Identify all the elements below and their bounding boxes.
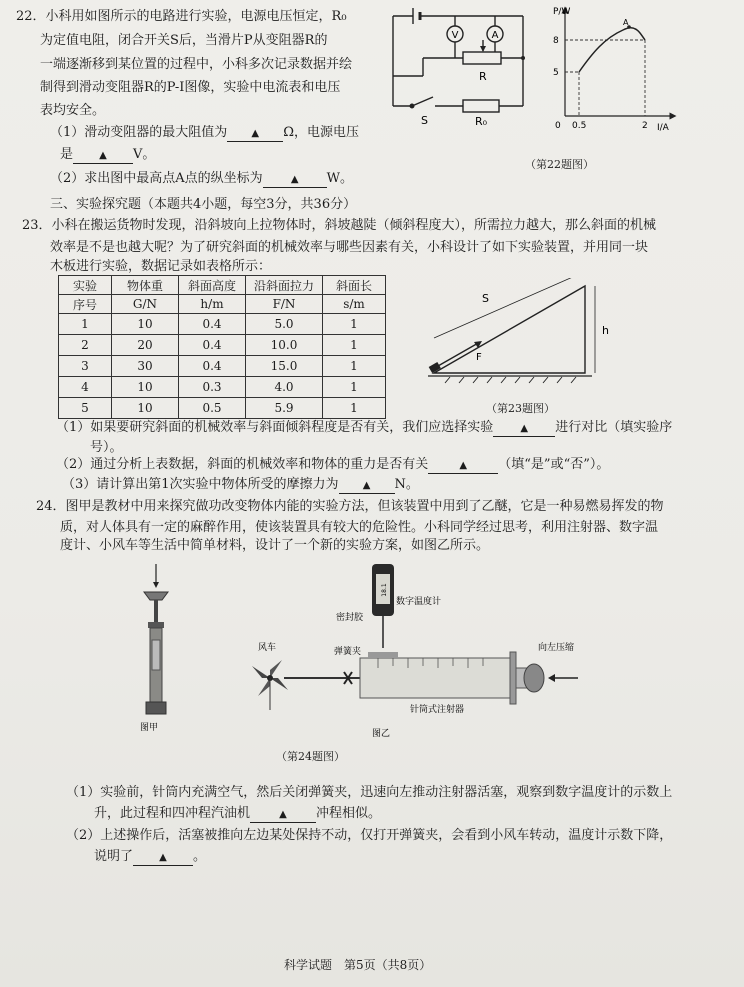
clip-label: 弹簧夹	[334, 647, 362, 657]
table-cell: 0.3	[179, 377, 246, 398]
table-cell: 1	[59, 314, 112, 335]
q23-sub1-text-b: 进行对比（填实验序	[555, 420, 673, 435]
graph-ytick-5: 5	[553, 68, 559, 78]
q23-sub2-text-a: （2）通过分析上表数据，斜面的机械效率和物体的重力是否有关	[56, 457, 429, 472]
q24-caption: （第24题图）	[276, 750, 345, 763]
table-cell: 5.0	[246, 314, 323, 335]
syringe-barrel	[360, 658, 510, 698]
table-cell: 1	[323, 356, 386, 377]
q22-line-3: 一端逐渐移到某位置的过程中，小科多次记录数据并绘	[40, 57, 353, 72]
q22-blank-1[interactable]: ▲	[227, 127, 283, 142]
q22-sub1-text-b: Ω，电源电压	[283, 125, 360, 140]
table-cell: 1	[323, 398, 386, 419]
th-height-unit: h/m	[179, 295, 246, 314]
compress-arrow-icon	[548, 674, 555, 682]
q23-data-table	[58, 275, 386, 419]
q23-sub1	[56, 419, 672, 437]
seal-label: 密封胶	[336, 613, 364, 623]
resistor-r-label: R	[479, 70, 487, 83]
th-weight: 物体重	[112, 276, 179, 295]
table-cell: 30	[112, 356, 179, 377]
graph-point-a-label: A	[623, 18, 629, 27]
table-row	[59, 398, 386, 419]
q23-incline-figure	[420, 278, 620, 394]
table-cell: 15.0	[246, 356, 323, 377]
table-row	[59, 314, 386, 335]
q24-blank-1[interactable]: ▲	[250, 808, 316, 823]
q22-sub1-cont	[60, 146, 155, 164]
table-row	[59, 377, 386, 398]
fig-yi-syringe-setup	[248, 560, 588, 740]
q24-sub1-line-1: （1）实验前，针筒内充满空气，然后关闭弹簧夹，迅速向左推动注射器活塞，观察到数字温度计的示数上	[66, 785, 673, 800]
th-trial: 实验	[59, 276, 112, 295]
q23-sub2	[56, 456, 609, 474]
table-cell: 10	[112, 377, 179, 398]
q23-sub1-cont: 号）。	[90, 440, 123, 455]
table-cell: 10	[112, 398, 179, 419]
q23-sub3-text-b: N。	[394, 477, 419, 492]
fig-jia-label: 图甲	[140, 723, 159, 732]
table-cell: 0.4	[179, 356, 246, 377]
q22-blank-2[interactable]: ▲	[73, 149, 133, 164]
fig-jia-pump	[130, 560, 190, 732]
q22-sub1-text-d: V。	[133, 147, 156, 162]
q23-blank-3[interactable]: ▲	[339, 479, 395, 494]
block-object	[429, 362, 441, 373]
q24-sub1-text-c: 冲程相似。	[316, 806, 382, 821]
table-cell: 0.4	[179, 314, 246, 335]
table-cell: 10.0	[246, 335, 323, 356]
pull-force-arrow	[438, 342, 480, 366]
table-cell: 1	[323, 335, 386, 356]
section-3-title: 三、实验探究题（本题共4小题，每空3分，共36分）	[50, 197, 357, 212]
q23-sub3-text-a: （3）请计算出第1次实验中物体所受的摩擦力为	[62, 477, 339, 492]
q23-line-2: 效率是不是也越大呢？为了研究斜面的机械效率与哪些因素有关，小科设计了如下实验装置，并用同一块	[50, 240, 649, 255]
pi-curve	[579, 28, 645, 72]
voltmeter-label: V	[451, 30, 459, 41]
q22-circuit-diagram	[383, 6, 538, 126]
q23-blank-2[interactable]: ▲	[428, 459, 498, 474]
q24-sub2-text-b: 说明了	[94, 849, 134, 864]
th-force-unit: F/N	[246, 295, 323, 314]
th-height: 斜面高度	[179, 276, 246, 295]
q23-caption: （第23题图）	[486, 402, 555, 415]
compress-label: 向左压缩	[538, 643, 575, 653]
q22-caption: （第22题图）	[525, 158, 594, 171]
table-header-row-1	[59, 276, 386, 295]
table-cell: 5.9	[246, 398, 323, 419]
q23-line-1: 23．小科在搬运货物时发现，沿斜坡向上拉物体时，斜坡越陡（倾斜程度大），所需拉力越大，那么斜面的机械	[22, 218, 657, 233]
table-cell: 1	[323, 377, 386, 398]
table-cell: 20	[112, 335, 179, 356]
syringe-label: 针筒式注射器	[410, 705, 465, 715]
thermo-label: 数字温度计	[396, 597, 442, 607]
q24-sub2-text-c: 。	[193, 849, 207, 864]
q22-sub1	[50, 124, 359, 142]
table-row	[59, 335, 386, 356]
q22-blank-3[interactable]: ▲	[263, 173, 327, 188]
q22-line-2: 为定值电阻，闭合开关S后，当滑片P从变阻器R的	[40, 33, 328, 48]
table-cell: 2	[59, 335, 112, 356]
graph-origin: 0	[555, 121, 561, 131]
incline-triangle	[434, 286, 585, 373]
q23-sub1-text-a: （1）如果要研究斜面的机械效率与斜面倾斜程度是否有关，我们应选择实验	[56, 420, 494, 435]
table-row	[59, 356, 386, 377]
table-cell: 4.0	[246, 377, 323, 398]
graph-ylabel: P/W	[553, 7, 571, 17]
graph-xlabel: I/A	[657, 123, 669, 133]
table-cell: 3	[59, 356, 112, 377]
graph-xtick-05: 0.5	[572, 121, 587, 131]
fig-yi-label: 图乙	[372, 729, 391, 739]
windmill-label: 风车	[258, 643, 277, 653]
th-trial-unit: 序号	[59, 295, 112, 314]
q23-sub3	[62, 476, 419, 494]
q22-line-5: 表均安全。	[40, 103, 106, 118]
q22-sub1-text-c: 是	[60, 147, 74, 162]
graph-xtick-2: 2	[642, 121, 648, 131]
page-footer: 科学试题 第5页（共8页）	[284, 958, 432, 972]
q24-sub1-text-b: 升，此过程和四冲程汽油机	[94, 806, 251, 821]
q23-blank-1[interactable]: ▲	[493, 422, 555, 437]
table-cell: 10	[112, 314, 179, 335]
q24-line-1: 24．图甲是教材中用来探究做功改变物体内能的实验方法，但该装置中用到了乙醚，它是一种易燃易挥发的物	[36, 499, 664, 514]
ammeter-label: A	[491, 30, 499, 41]
incline-f-label: F	[476, 352, 482, 363]
graph-ytick-8: 8	[553, 36, 559, 46]
q24-blank-2[interactable]: ▲	[133, 851, 193, 866]
table-cell: 0.4	[179, 335, 246, 356]
q22-pi-graph	[545, 4, 680, 136]
incline-s-label: S	[482, 292, 489, 305]
q24-sub1-line-2	[94, 805, 381, 823]
q24-sub2-line-1: （2）上述操作后，活塞被推向左边某处保持不动，仅打开弹簧夹，会看到小风车转动，温度计示数下降，	[66, 828, 673, 843]
q22-line-4: 制得到滑动变阻器R的P-I图像，实验中电流表和电压	[40, 80, 341, 95]
plunger-head	[524, 664, 544, 692]
table-cell: 4	[59, 377, 112, 398]
q22-sub2-text-b: W。	[326, 171, 354, 186]
th-length: 斜面长	[323, 276, 386, 295]
q23-line-3: 木板进行实验，数据记录如表格所示：	[50, 259, 272, 274]
th-force: 沿斜面拉力	[246, 276, 323, 295]
incline-h-label: h	[602, 324, 609, 337]
q22-sub2-text-a: （2）求出图中最高点A点的纵坐标为	[50, 171, 263, 186]
table-header-row-2	[59, 295, 386, 314]
table-cell: 0.5	[179, 398, 246, 419]
q22-sub2	[50, 170, 353, 188]
table-cell: 1	[323, 314, 386, 335]
th-length-unit: s/m	[323, 295, 386, 314]
q24-line-2: 质，对人体具有一定的麻醉作用，使该装置具有较大的危险性。小科同学经过思考，利用注射器、数字温	[60, 520, 659, 535]
thermometer-display: 18.1	[381, 583, 388, 597]
q24-line-3: 度计、小风车等生活中简单材料，设计了一个新的实验方案，如图乙所示。	[60, 538, 490, 553]
switch-label: S	[421, 114, 428, 126]
table-cell: 5	[59, 398, 112, 419]
th-weight-unit: G/N	[112, 295, 179, 314]
q24-sub2-line-2	[94, 848, 206, 866]
resistor-r0-label: R₀	[475, 115, 488, 126]
q22-sub1-text-a: （1）滑动变阻器的最大阻值为	[50, 125, 228, 140]
q23-sub2-text-b: （填“是”或“否”）。	[498, 457, 610, 472]
q22-line-1: 22．小科用如图所示的电路进行实验，电源电压恒定，R₀	[16, 9, 347, 24]
